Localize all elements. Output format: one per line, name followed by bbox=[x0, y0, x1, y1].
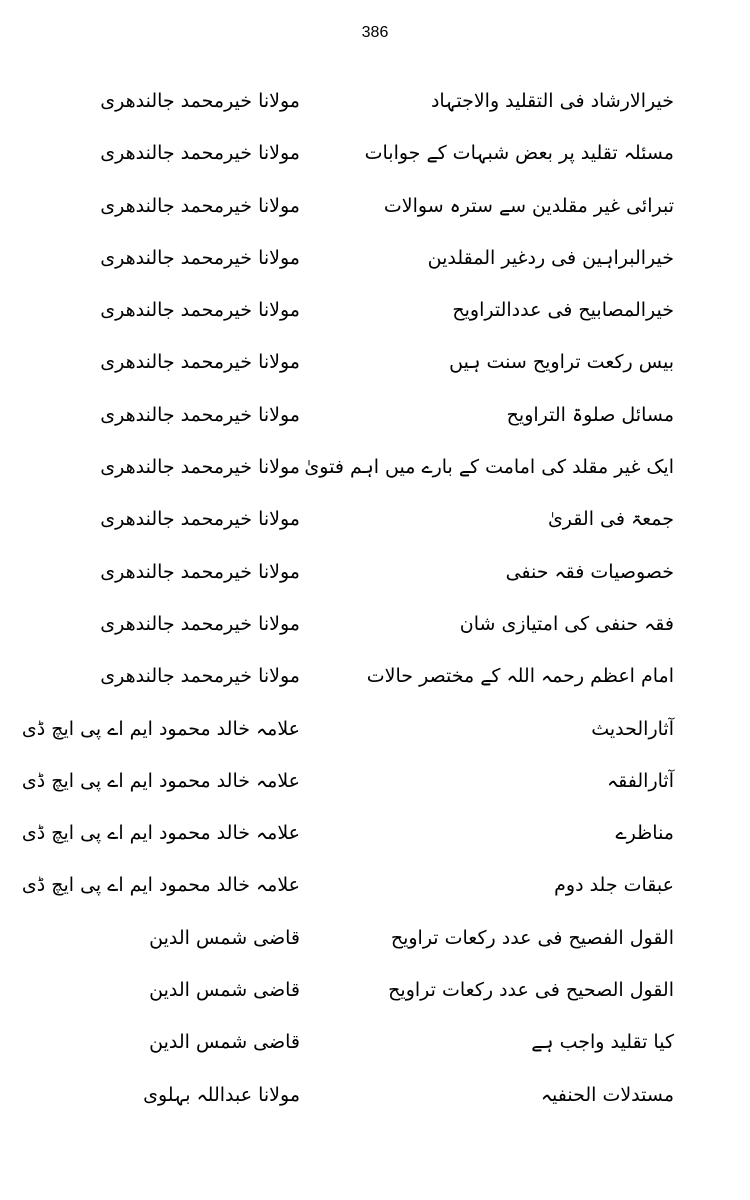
book-title: مسئلہ تقلید پر بعض شبہات کے جوابات bbox=[364, 142, 674, 165]
book-author: علامہ خالد محمود ایم اے پی ایچ ڈی bbox=[21, 769, 300, 792]
book-author: مولانا خیرمحمد جالندھری bbox=[100, 665, 300, 688]
book-author: مولانا عبداللہ بہلوی bbox=[143, 1083, 300, 1106]
book-title: مناظرے bbox=[615, 822, 674, 845]
book-author: مولانا خیرمحمد جالندھری bbox=[100, 142, 300, 165]
book-author: قاضی شمس الدین bbox=[149, 926, 300, 949]
book-author: مولانا خیرمحمد جالندھری bbox=[100, 403, 300, 426]
book-author: مولانا خیرمحمد جالندھری bbox=[100, 90, 300, 112]
list-item bbox=[0, 287, 750, 339]
list-item bbox=[0, 444, 750, 496]
book-author: علامہ خالد محمود ایم اے پی ایچ ڈی bbox=[21, 822, 300, 845]
book-author: مولانا خیرمحمد جالندھری bbox=[100, 508, 300, 531]
book-title: مسائل صلوۃ التراویح bbox=[506, 403, 674, 426]
book-title: عبقات جلد دوم bbox=[554, 874, 674, 897]
book-author: مولانا خیرمحمد جالندھری bbox=[100, 612, 300, 635]
list-item bbox=[0, 967, 750, 1019]
book-author: مولانا خیرمحمد جالندھری bbox=[100, 560, 300, 583]
book-author: مولانا خیرمحمد جالندھری bbox=[100, 299, 300, 322]
list-item bbox=[0, 810, 750, 862]
book-author: علامہ خالد محمود ایم اے پی ایچ ڈی bbox=[21, 874, 300, 897]
book-title: القول الصحیح فی عدد رکعات تراویح bbox=[388, 979, 674, 1002]
list-item bbox=[0, 78, 750, 130]
book-title: خیرالمصابیح فی عددالتراویح bbox=[452, 299, 674, 322]
book-title: القول الفصیح فی عدد رکعات تراویح bbox=[390, 926, 674, 949]
list-item bbox=[0, 496, 750, 548]
list-item bbox=[0, 549, 750, 601]
book-list bbox=[0, 78, 750, 1124]
book-author: مولانا خیرمحمد جالندھری bbox=[100, 351, 300, 374]
list-item bbox=[0, 862, 750, 914]
list-item bbox=[0, 339, 750, 391]
book-title: کیا تقلید واجب ہے bbox=[531, 1031, 674, 1054]
book-title: امام اعظم رحمہ اللہ کے مختصر حالات bbox=[366, 665, 674, 688]
list-item bbox=[0, 130, 750, 182]
book-title: تبرائی غیر مقلدین سے سترہ سوالات bbox=[383, 194, 674, 217]
list-item bbox=[0, 653, 750, 705]
book-title: خیرالبراہین فی ردغیر المقلدین bbox=[427, 246, 674, 269]
list-item bbox=[0, 1072, 750, 1124]
book-author: مولانا خیرمحمد جالندھری bbox=[100, 456, 300, 479]
book-title: آثارالحدیث bbox=[591, 717, 674, 740]
book-author: علامہ خالد محمود ایم اے پی ایچ ڈی bbox=[21, 717, 300, 740]
list-item bbox=[0, 392, 750, 444]
page-number: 386 bbox=[361, 24, 389, 41]
book-title: بیس رکعت تراویح سنت ہیں bbox=[449, 351, 674, 374]
list-item bbox=[0, 706, 750, 758]
book-title: آثارالفقہ bbox=[607, 769, 674, 792]
book-title: جمعۃ فی القریٰ bbox=[547, 508, 674, 531]
list-item bbox=[0, 915, 750, 967]
book-title: خیرالارشاد فی التقلید والاجتہاد bbox=[430, 90, 674, 112]
book-title: ایک غیر مقلد کی امامت کے بارے میں اہم فتویٰ bbox=[304, 456, 674, 479]
book-author: قاضی شمس الدین bbox=[149, 1031, 300, 1054]
list-item bbox=[0, 235, 750, 287]
book-author: مولانا خیرمحمد جالندھری bbox=[100, 246, 300, 269]
book-author: قاضی شمس الدین bbox=[149, 979, 300, 1002]
list-item bbox=[0, 1019, 750, 1071]
book-title: خصوصیات فقہ حنفی bbox=[505, 560, 674, 583]
book-title: مستدلات الحنفیہ bbox=[540, 1083, 674, 1106]
book-title: فقہ حنفی کی امتیازی شان bbox=[459, 612, 674, 635]
list-item bbox=[0, 601, 750, 653]
list-item bbox=[0, 758, 750, 810]
book-author: مولانا خیرمحمد جالندھری bbox=[100, 194, 300, 217]
list-item bbox=[0, 183, 750, 235]
